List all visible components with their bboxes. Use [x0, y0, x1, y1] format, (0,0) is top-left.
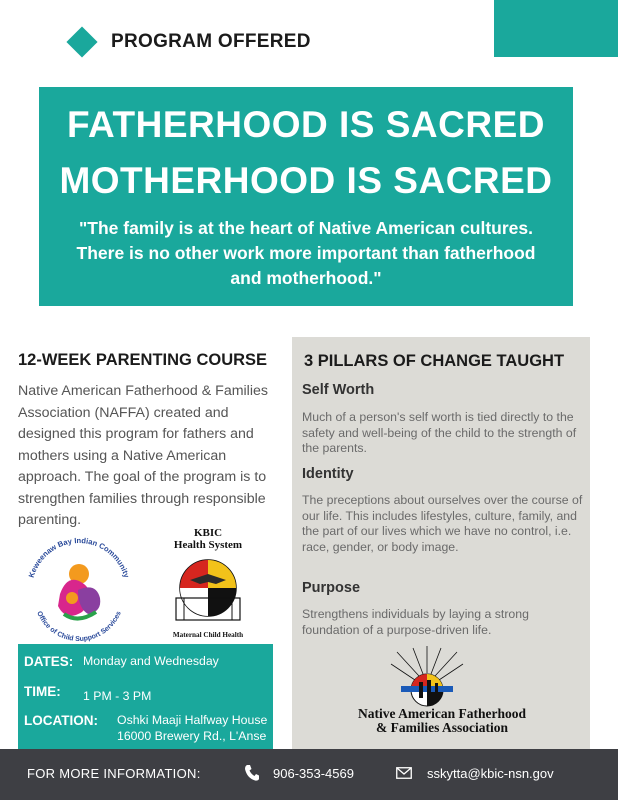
health-title-kbic: KBIC: [193, 527, 223, 539]
svg-text:Office of Child Support Servic: [35, 610, 123, 643]
hero-title-fatherhood: FATHERHOOD IS SACRED: [66, 104, 545, 145]
time-value: 1 PM - 3 PM: [83, 689, 152, 703]
footer-label: FOR MORE INFORMATION:: [27, 766, 201, 781]
corner-accent-block: [494, 0, 618, 57]
hero-quote: "The family is at the heart of Native American cultures. There is no other work more important than fatherhood and motherhood.": [76, 218, 536, 288]
kbic-circle-subtext: Office of Child Support Services: [35, 610, 123, 644]
hero-banner: [39, 87, 573, 306]
health-title-system: Health System: [173, 539, 243, 551]
naffa-logo: [357, 646, 527, 744]
time-label: TIME:: [24, 684, 61, 699]
hero-title-motherhood: MOTHERHOOD IS SACRED: [59, 160, 553, 201]
pillar-heading-identity: Identity: [302, 466, 354, 482]
diamond-icon: [66, 26, 97, 57]
location-line1: Oshki Maaji Halfway House: [117, 713, 268, 727]
phone-link[interactable]: 906-353-4569: [273, 766, 354, 781]
pillars-title: 3 PILLARS OF CHANGE TAUGHT: [304, 352, 565, 370]
pillar-text-purpose: Strengthens individuals by laying a strong foundation of a purpose-driven life.: [302, 607, 529, 637]
pillar-heading-purpose: Purpose: [302, 580, 361, 596]
program-offered-heading: PROGRAM OFFERED: [111, 31, 311, 52]
dates-label: DATES:: [24, 654, 74, 669]
course-description: Native American Fatherhood & Families Association (NAFFA) created and designed this program for fathers and mothers using a Native American approach. The goal of the program is to strengthen families through responsible parenting.: [18, 383, 268, 528]
naffa-line1: Native American Fatherhood: [358, 706, 526, 721]
pillar-text-self-worth: Much of a person's self worth is tied directly to the safety and well-being of the child to the strength of the parents.: [302, 410, 577, 455]
location-label: LOCATION:: [24, 713, 98, 728]
kbic-child-support-logo: [18, 532, 140, 644]
kbic-health-system-logo: [160, 524, 256, 642]
location-line2: 16000 Brewery Rd., L'Anse: [117, 729, 267, 743]
phone-icon: [244, 764, 260, 782]
course-title: 12-WEEK PARENTING COURSE: [18, 351, 268, 369]
pillar-heading-self-worth: Self Worth: [302, 382, 375, 398]
kbic-circle-text: Keweenaw Bay Indian Community: [26, 535, 132, 579]
footer-bar: [0, 749, 618, 800]
naffa-line2: & Families Association: [376, 720, 508, 735]
email-link[interactable]: sskytta@kbic-nsn.gov: [427, 766, 554, 781]
dates-value: Monday and Wednesday: [83, 654, 219, 668]
mail-icon: [396, 767, 412, 779]
pillar-text-identity: The preceptions about ourselves over the course of our life. This includes lifestyles, culture, family, and the part of our lives which we have no control, i.e. race, gender, or body image.: [302, 493, 583, 554]
health-caption: Maternal Child Health: [172, 631, 244, 639]
schedule-box: [18, 644, 273, 749]
